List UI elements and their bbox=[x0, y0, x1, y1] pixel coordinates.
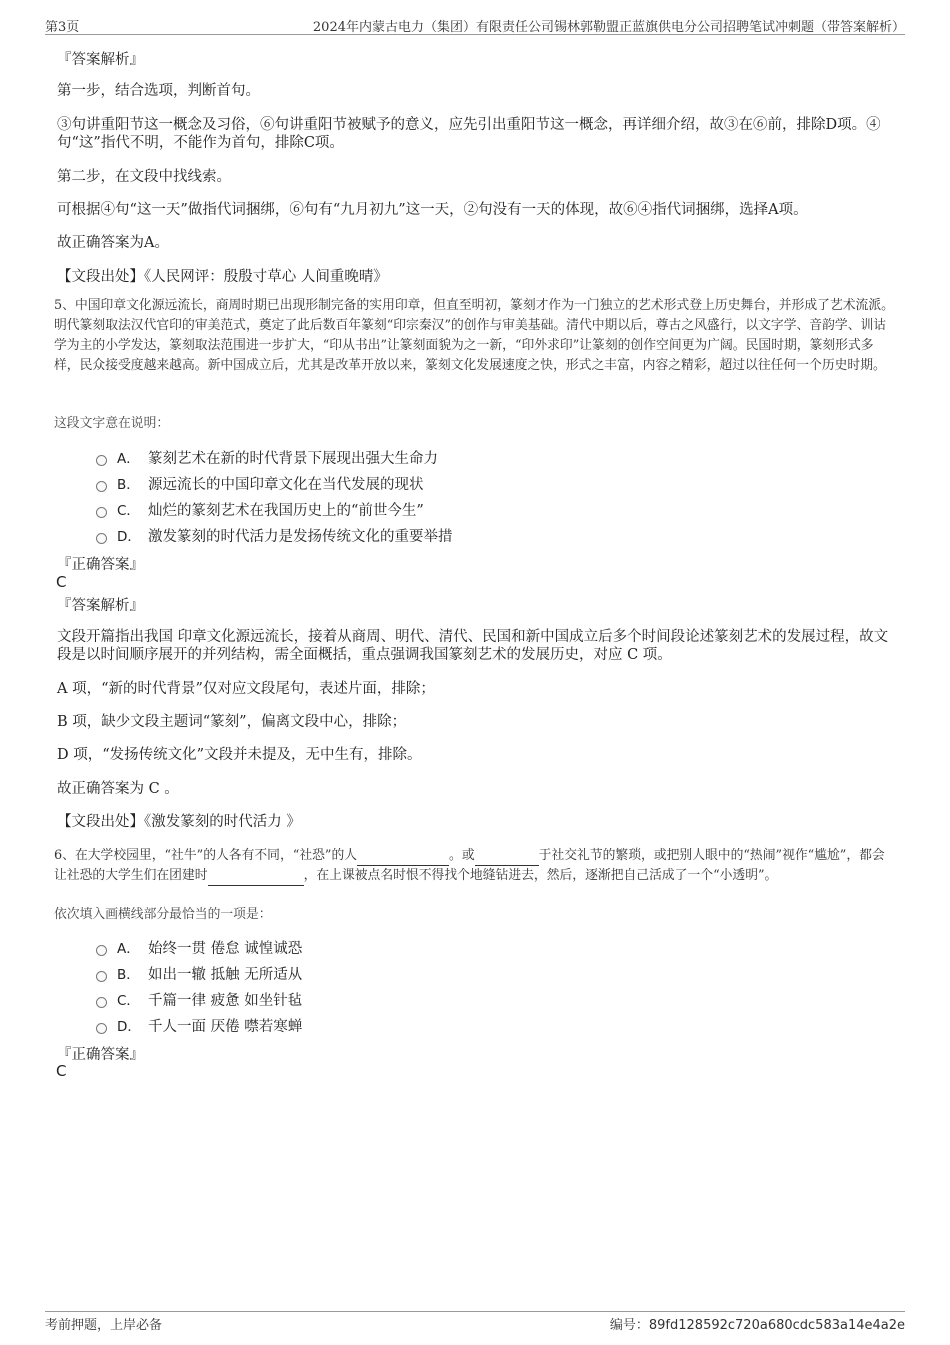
radio-icon[interactable] bbox=[96, 533, 107, 544]
correct-answer-label: 『正确答案』 bbox=[57, 1047, 144, 1063]
q6-option-c[interactable] bbox=[96, 989, 302, 1009]
radio-icon[interactable] bbox=[96, 455, 107, 466]
correct-answer: C bbox=[56, 1062, 67, 1080]
q5-analysis-para: 文段开篇指出我国 印章文化源远流长，接着从商周、明代、清代、民国和新中国成立后多个时间段论述篆刻艺术的发展过程，故文段是以时间顺序展开的并列结构，需全面概括，重点强调我国篆刻艺术的发展历史，对应 C 项。 bbox=[57, 629, 889, 663]
radio-icon[interactable] bbox=[96, 997, 107, 1008]
q6-text-part: 6、在大学校园里，“社牛”的人各有不同，“社恐”的人 bbox=[54, 848, 358, 863]
option-text: 始终一贯 倦怠 诚惶诚恐 bbox=[148, 940, 303, 957]
option-label: D． bbox=[117, 529, 141, 545]
question-6-prompt: 依次填入画横线部分最恰当的一项是： bbox=[54, 907, 272, 922]
q6-text-part: 。或 bbox=[449, 848, 475, 863]
option-text: 激发篆刻的时代活力是发扬传统文化的重要举措 bbox=[148, 528, 453, 545]
q5-option-d[interactable] bbox=[96, 525, 453, 545]
radio-icon[interactable] bbox=[96, 481, 107, 492]
page-number: 第3页 bbox=[45, 20, 80, 35]
option-text: 千篇一律 疲惫 如坐针毡 bbox=[148, 992, 303, 1009]
q6-text-part: ，在上课被点名时恨不得找个地缝钻进去，然后，逐渐把自己活成了一个“小透明”。 bbox=[303, 868, 778, 883]
source-citation: 【文段出处】《人民网评：殷殷寸草心 人间重晚晴》 bbox=[57, 269, 388, 285]
source-citation: 【文段出处】《激发篆刻的时代活力 》 bbox=[57, 814, 301, 830]
code-label: 编号： bbox=[609, 1318, 649, 1333]
document-code bbox=[610, 1314, 905, 1333]
radio-icon[interactable] bbox=[96, 1023, 107, 1034]
answer-statement: 故正确答案为A。 bbox=[57, 235, 169, 251]
option-label: B． bbox=[117, 967, 140, 983]
option-text: 灿烂的篆刻艺术在我国历史上的“前世今生” bbox=[148, 502, 424, 519]
code-value: 89fd128592c720a680cdc583a14e4a2e bbox=[648, 1318, 905, 1333]
analysis-step1: 第一步，结合选项，判断首句。 bbox=[57, 83, 260, 99]
answer-statement: 故正确答案为 C 。 bbox=[57, 781, 179, 797]
analysis-para: 可根据④句“这一天”做指代词捆绑，⑥句有“九月初九”这一天，②句没有一天的体现，故⑥④指代词捆绑，选择A项。 bbox=[57, 202, 808, 218]
option-text: 如出一辙 抵触 无所适从 bbox=[148, 966, 303, 983]
question-5-text: 5、中国印章文化源远流长，商周时期已出现形制完备的实用印章，但直至明初，篆刻才作为一门独立的艺术形式登上历史舞台，并形成了艺术流派。明代篆刻取法汉代官印的审美范式，奠定了此后数百年篆刻“印宗秦汉”的创作与审美基础。清代中期以后，尊古之风盛行，以文字学、音韵学、训诂学为主的小学发达，篆刻取法范围进一步扩大，“印从书出”让篆刻面貌为之一新，“印外求印”让篆刻的创作空间更为广阔。民国时期，篆刻形式多样，民众接受度越来越高。新中国成立后，尤其是改革开放以来，篆刻文化发展速度之快，形式之丰富，内容之精彩，超过以往任何一个历史时期。 bbox=[54, 298, 894, 373]
footer-slogan: 考前押题，上岸必备 bbox=[45, 1318, 163, 1333]
analysis-para: ③句讲重阳节这一概念及习俗，⑥句讲重阳节被赋予的意义，应先引出重阳节这一概念，再详细介绍，故③在⑥前，排除D项。④句“这”指代不明，不能作为首句，排除C项。 bbox=[57, 117, 881, 151]
option-label: A． bbox=[117, 941, 140, 957]
fill-blank-3 bbox=[208, 871, 304, 886]
radio-icon[interactable] bbox=[96, 945, 107, 956]
q6-option-a[interactable] bbox=[96, 937, 302, 957]
document-title: 2024年内蒙古电力（集团）有限责任公司锡林郭勒盟正蓝旗供电分公司招聘笔试冲刺题（带答案解析） bbox=[312, 20, 905, 35]
q5-option-b[interactable] bbox=[96, 473, 424, 493]
option-label: A． bbox=[117, 451, 140, 467]
analysis-label: 『答案解析』 bbox=[57, 598, 144, 614]
correct-answer-label: 『正确答案』 bbox=[57, 557, 144, 573]
option-label: D． bbox=[117, 1019, 141, 1035]
option-label: C． bbox=[117, 503, 140, 519]
option-text: 源远流长的中国印章文化在当代发展的现状 bbox=[148, 476, 424, 493]
option-text: 篆刻艺术在新的时代背景下展现出强大生命力 bbox=[148, 450, 438, 467]
q6-text-part: 于社交礼节的繁琐，或把别人眼中的“热闹”视作“尴尬”，都会让社恐的大学生们在团建时 bbox=[54, 848, 885, 883]
radio-icon[interactable] bbox=[96, 971, 107, 982]
q5-option-a[interactable] bbox=[96, 447, 438, 467]
option-label: C． bbox=[117, 993, 140, 1009]
question-5-prompt: 这段文字意在说明： bbox=[54, 416, 170, 431]
q5-analysis-d: D 项，“发扬传统文化”文段并未提及，无中生有，排除。 bbox=[57, 747, 422, 763]
correct-answer: C bbox=[56, 573, 67, 591]
radio-icon[interactable] bbox=[96, 507, 107, 518]
q6-option-b[interactable] bbox=[96, 963, 302, 983]
q5-option-c[interactable] bbox=[96, 499, 424, 519]
analysis-label: 『答案解析』 bbox=[57, 52, 144, 68]
page-header bbox=[45, 14, 905, 35]
fill-blank-2 bbox=[475, 851, 539, 866]
q6-option-d[interactable] bbox=[96, 1015, 302, 1035]
page-footer bbox=[45, 1311, 905, 1336]
option-text: 千人一面 厌倦 噤若寒蝉 bbox=[148, 1018, 303, 1035]
q5-analysis-a: A 项，“新的时代背景”仅对应文段尾句，表述片面，排除； bbox=[57, 681, 435, 697]
option-label: B． bbox=[117, 477, 140, 493]
fill-blank-1 bbox=[357, 851, 449, 866]
q5-analysis-b: B 项，缺少文段主题词“篆刻”，偏离文段中心，排除； bbox=[57, 714, 407, 730]
question-6-text bbox=[54, 846, 896, 886]
analysis-step2: 第二步，在文段中找线索。 bbox=[57, 169, 231, 185]
